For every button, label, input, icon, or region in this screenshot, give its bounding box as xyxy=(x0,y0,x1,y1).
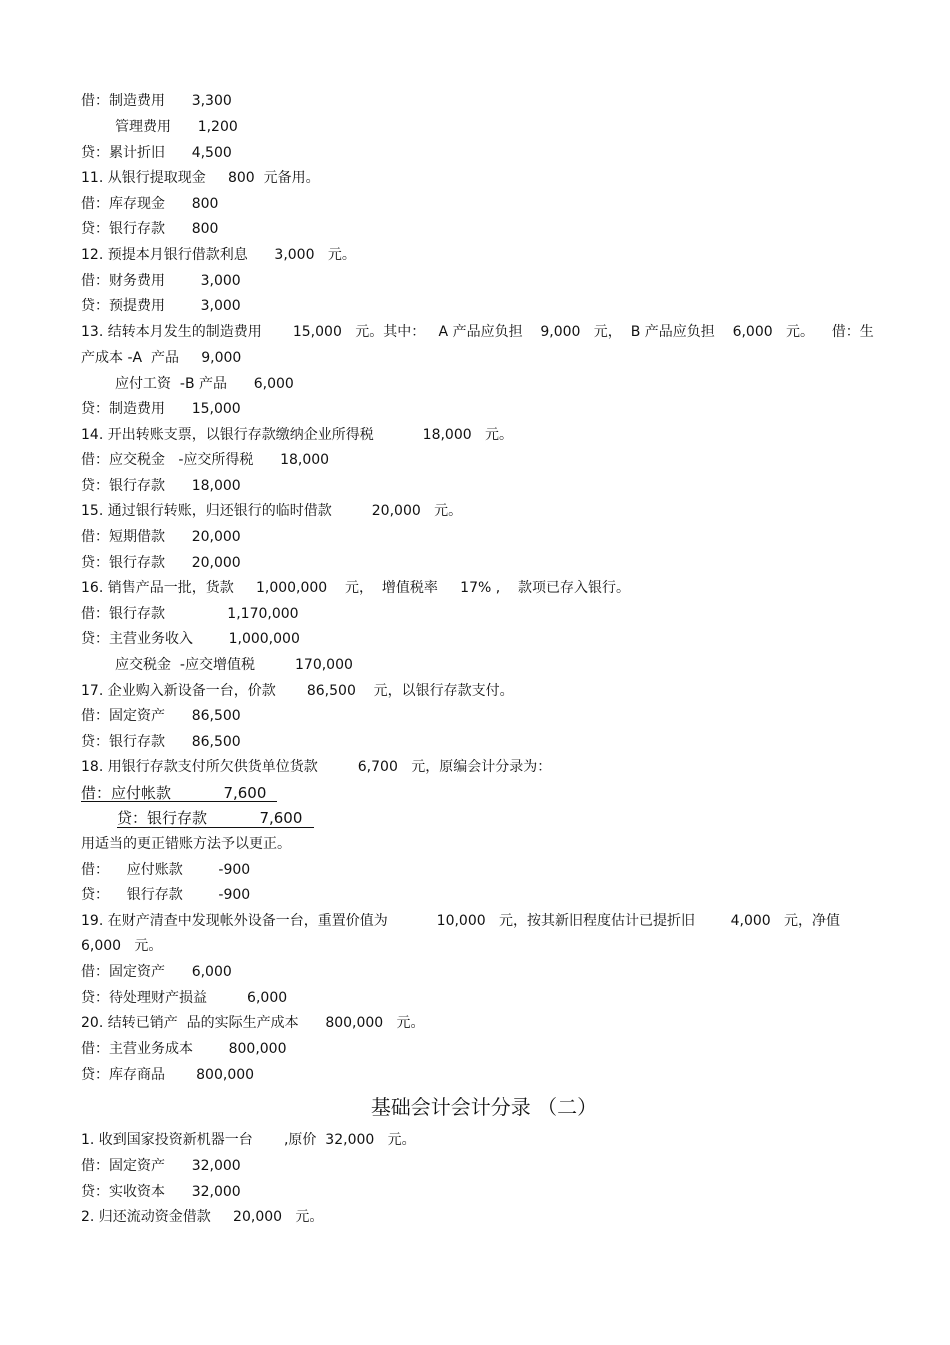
text-line: 借：固定资产 6,000 xyxy=(81,964,232,980)
text-line: 借：主营业务成本 800,000 xyxy=(81,1041,287,1057)
text-line: 借：固定资产 86,500 xyxy=(81,708,241,724)
text-line: 15. 通过银行转账，归还银行的临时借款 20,000 元。 xyxy=(81,503,463,519)
text-line: 20. 结转已销产 品的实际生产成本 800,000 元。 xyxy=(81,1015,425,1031)
text-line: 12. 预提本月银行借款利息 3,000 元。 xyxy=(81,247,356,263)
text-line: 16. 销售产品一批，货款 1,000,000 元， 增值税率 17% , 款项已存入银行。 xyxy=(81,580,630,596)
text-line: 借：银行存款 1,170,000 xyxy=(81,606,299,622)
text-line: 应付工资 -B 产品 6,000 xyxy=(115,376,294,392)
text-line: 1. 收到国家投资新机器一台 ,原价 32,000 元。 xyxy=(81,1132,416,1148)
text-line: 借：制造费用 3,300 xyxy=(81,93,232,109)
text-line: 产成本 -A 产品 9,000 xyxy=(81,350,242,366)
text-line: 借：库存现金 800 xyxy=(81,196,219,212)
text-line: 贷：制造费用 15,000 xyxy=(81,401,241,417)
text-line: 17. 企业购入新设备一台，价款 86,500 元，以银行存款支付。 xyxy=(81,683,514,699)
underline-rule xyxy=(117,827,314,828)
text-line: 贷：银行存款 800 xyxy=(81,221,219,237)
text-line: 借：固定资产 32,000 xyxy=(81,1158,241,1174)
text-line: 18. 用银行存款支付所欠供货单位货款 6,700 元，原编会计分录为： xyxy=(81,759,552,775)
text-line: 2. 归还流动资金借款 20,000 元。 xyxy=(81,1209,324,1225)
text-line: 贷：主营业务收入 1,000,000 xyxy=(81,631,300,647)
text-line-underlined: 借：应付帐款 7,600 xyxy=(81,784,267,802)
text-line: 19. 在财产清查中发现帐外设备一台，重置价值为 10,000 元，按其新旧程度估计已提折旧 4,000 元，净值 xyxy=(81,913,841,929)
text-line: 贷：累计折旧 4,500 xyxy=(81,145,232,161)
text-line: 贷： 银行存款 -900 xyxy=(81,887,251,903)
section-title: 基础会计会计分录 （二） xyxy=(370,1095,598,1119)
text-line: 贷：实收资本 32,000 xyxy=(81,1184,241,1200)
text-line: 借：财务费用 3,000 xyxy=(81,273,241,289)
text-line: 贷：待处理财产损益 6,000 xyxy=(81,990,288,1006)
text-line: 贷：银行存款 18,000 xyxy=(81,478,241,494)
text-line: 贷：银行存款 86,500 xyxy=(81,734,241,750)
underline-rule xyxy=(81,801,277,802)
text-line: 用适当的更正错账方法予以更正。 xyxy=(81,836,291,852)
text-line: 13. 结转本月发生的制造费用 15,000 元。其中： A 产品应负担 9,000 元， B 产品应负担 6,000 元。 借：生 xyxy=(81,324,874,340)
text-line: 11. 从银行提取现金 800 元备用。 xyxy=(81,170,320,186)
text-line: 贷：银行存款 20,000 xyxy=(81,555,241,571)
text-line: 6,000 元。 xyxy=(81,938,163,954)
text-line: 管理费用 1,200 xyxy=(115,119,238,135)
text-line: 借：短期借款 20,000 xyxy=(81,529,241,545)
text-line: 14. 开出转账支票，以银行存款缴纳企业所得税 18,000 元。 xyxy=(81,427,514,443)
text-line: 借： 应付账款 -900 xyxy=(81,862,251,878)
text-line: 借：应交税金 -应交所得税 18,000 xyxy=(81,452,330,468)
text-line: 贷：预提费用 3,000 xyxy=(81,298,241,314)
text-line: 应交税金 -应交增值税 170,000 xyxy=(115,657,353,673)
text-line: 贷：库存商品 800,000 xyxy=(81,1067,255,1083)
text-line-underlined: 贷：银行存款 7,600 xyxy=(117,809,303,827)
